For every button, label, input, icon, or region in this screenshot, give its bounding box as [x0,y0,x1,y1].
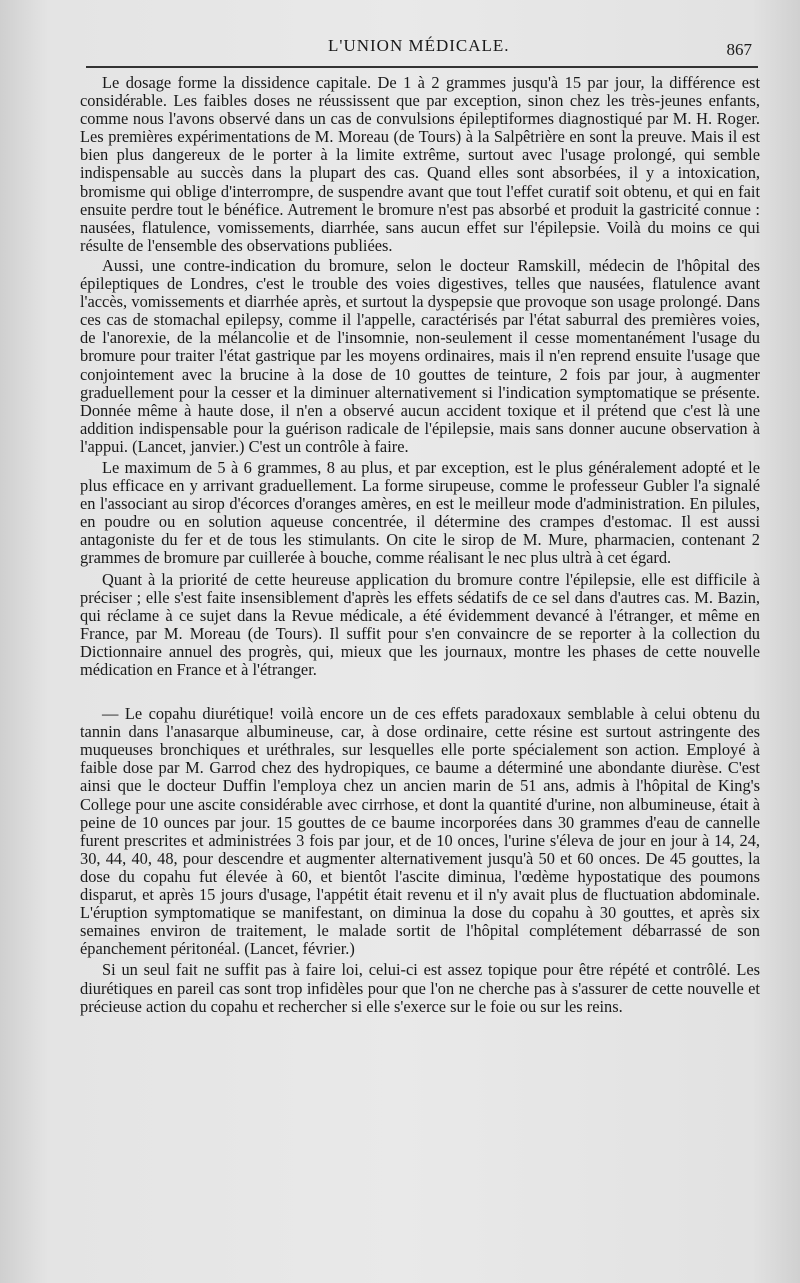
paragraph: Aussi, une contre-indication du bromure, selon le docteur Ramskill, médecin de l'hôpital des épileptiques de Londres, c'est le trouble des voies digestives, telles que nausées, flatulence avant l'accès, vomissements et diarrhée après, et surtout la dyspepsie que provoque son usage prolongé. Dans ces cas de stomachal epilepsy, comme il l'appelle, caractérisés par l'état saburral des premières voies, de l'anorexie, de la mélancolie et de l'insomnie, non-seulement il cesse momentanément l'usage du bromure pour traiter l'état gastrique par les moyens ordinaires, mais il n'en reprend ensuite l'usage que conjointement avec la brucine à la dose de 10 gouttes de teinture, 2 fois par jour, à augmenter graduellement pour la cesser et la diminuer alternativement si l'indication symptomatique se présente. Donnée même à haute dose, il n'en a observé aucun accident toxique et il prétend que c'est là une addition indispensable pour la guérison radicale de l'épilepsie, mais sans donner aucune observation à l'appui. (Lancet, janvier.) C'est un contrôle à faire. [80,255,760,456]
page-header [80,32,760,62]
running-head: L'UNION MÉDICALE. [328,36,510,55]
header-rule [86,66,758,68]
paragraph: — Le copahu diurétique! voilà encore un de ces effets paradoxaux semblable à celui obtenu du tannin dans l'anasarque albumineuse, car, à dose ordinaire, cette résine est surtout astringente des muqueuses bronchiques et uréthrales, sur lesquelles elle porte spécialement son action. Employé à faible dose par M. Garrod chez des hydropiques, ce baume a déterminé une abondante diurèse. C'est ainsi que le docteur Duffin l'employa chez un ancien marin de 51 ans, admis à l'hôpital de King's College pour une ascite considérable avec cirrhose, et dont la quantité d'urine, non albumineuse, était à peine de 10 ounces par jour. 15 gouttes de ce baume incorporées dans 30 grammes d'eau de cannelle furent prescrites et administrées 3 fois par jour, et de 10 onces, l'urine s'éleva de jour en jour à 14, 24, 30, 44, 40, 48, pour descendre et augmenter alternativement jusqu'à 50 et 60 onces. De 45 gouttes, la dose du copahu fut élevée à 60, et bientôt l'ascite diminua, l'œdème hypostatique des poumons disparut, et après 15 jours d'usage, l'appétit était revenu et il n'y avait plus de fluctuation abdominale. L'éruption symptomatique se manifestant, on diminua la dose du copahu à 30 gouttes, et après six semaines environ de traitement, le malade sortit de l'hôpital complétement débarrassé de son épanchement péritonéal. (Lancet, février.) [80,704,760,959]
article-body [80,74,760,1016]
paragraph: Le dosage forme la dissidence capitale. De 1 à 2 grammes jusqu'à 15 par jour, la différence est considérable. Les faibles doses ne réussissent que par exception, sinon chez les très-jeunes enfants, comme nous l'avons observé dans un cas de convulsions épileptiformes diagnostiqué par M. H. Roger. Les premières expérimentations de M. Moreau (de Tours) à la Salpêtrière en sont la preuve. Mais il est bien plus dangereux de le porter à la limite extrême, surtout avec l'usage prolongé, qui semble indispensable au succès dans la plupart des cas. Quand elles sont absorbées, il y a intoxication, bromisme qui oblige d'interrompre, de suspendre avant que tout l'effet curatif soit obtenu, et qui en fait ensuite perdre tout le bénéfice. Autrement le bromure n'est pas absorbé et produit la gastricité connue : nausées, flatulence, vomissements, diarrhée, sans aucun effet sur l'épilepsie. Voilà du moins ce qui résulte de l'ensemble des observations publiées. [80,73,760,255]
paragraph: Si un seul fait ne suffit pas à faire loi, celui-ci est assez topique pour être répété et contrôlé. Les diurétiques en pareil cas sont trop infidèles pour que l'on ne cherche pas à s'assurer de cette nouvelle et précieuse action du copahu et rechercher si elle s'exerce sur le foie ou sur les reins. [80,960,760,1016]
paragraph: Quant à la priorité de cette heureuse application du bromure contre l'épilepsie, elle est difficile à préciser ; elle s'est faite insensiblement d'après les effets sédatifs de ce sel dans d'autres cas. M. Bazin, qui réclame à ce sujet dans la Revue médicale, a été évidemment devancé à l'étranger, et même en France, par M. Moreau (de Tours). Il suffit pour s'en convaincre de se reporter à la collection du Dictionnaire annuel des progrès, qui, mieux que les journaux, montre les phases de cette nouvelle médication en France et à l'étranger. [80,569,760,679]
page-number: 867 [726,40,752,59]
paragraph: Le maximum de 5 à 6 grammes, 8 au plus, et par exception, est le plus généralement adopté et le plus efficace en y arrivant graduellement. La forme sirupeuse, comme le professeur Gubler l'a signalé en l'associant au sirop d'écorces d'oranges amères, en est le meilleur mode d'administration. En pilules, en poudre ou en solution aqueuse concentrée, il détermine des crampes d'estomac. Il est aussi antagoniste du fer et de tous les stimulants. On cite le sirop de M. Mure, pharmacien, contenant 2 grammes de bromure par cuillerée à bouche, comme réalisant le nec plus ultrà à cet égard. [80,457,760,568]
